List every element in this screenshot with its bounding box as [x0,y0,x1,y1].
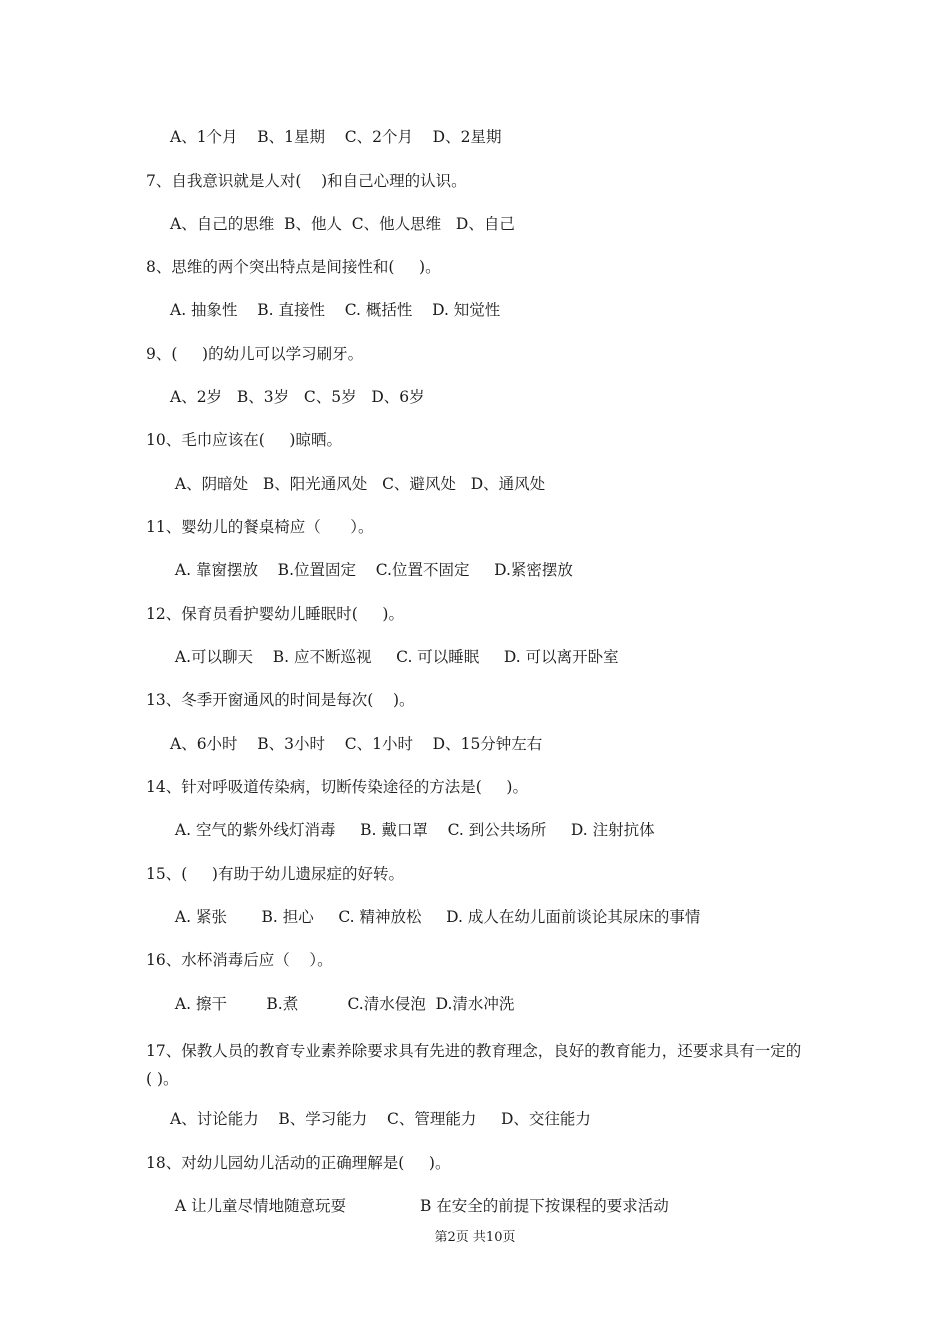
question-line: 9、( )的幼儿可以学习刷牙。 [146,345,364,363]
question-line: 15、( )有助于幼儿遗尿症的好转。 [146,865,404,883]
options-line: A. 紧张 B. 担心 C. 精神放松 D. 成人在幼儿面前谈论其尿床的事情 [170,908,701,926]
question-line: 12、保育员看护婴幼儿睡眠时( )。 [146,605,404,623]
question-line: 16、水杯消毒后应（ ）。 [146,951,333,969]
options-line: A.可以聊天 B. 应不断巡视 C. 可以睡眠 D. 可以离开卧室 [170,648,619,666]
question-line: 13、冬季开窗通风的时间是每次( )。 [146,691,415,709]
options-line: A、2岁 B、3岁 C、5岁 D、6岁 [170,388,425,406]
options-line: A、6小时 B、3小时 C、1小时 D、15分钟左右 [170,735,543,753]
question-line: 7、自我意识就是人对( )和自己心理的认识。 [146,172,467,190]
question-line: 10、毛巾应该在( )晾晒。 [146,431,342,449]
question-line: 17、保教人员的教育专业素养除要求具有先进的教育理念，良好的教育能力，还要求具有一定的( )。 [146,1042,802,1088]
question-line: 18、对幼儿园幼儿活动的正确理解是( )。 [146,1154,451,1172]
options-line: A. 抽象性 B. 直接性 C. 概括性 D. 知觉性 [170,301,501,319]
options-line: A. 空气的紫外线灯消毒 B. 戴口罩 C. 到公共场所 D. 注射抗体 [170,821,655,839]
page-footer: 第2页 共10页 [434,1230,516,1245]
options-line: A. 靠窗摆放 B.位置固定 C.位置不固定 D.紧密摆放 [170,561,573,579]
options-line: A、讨论能力 B、学习能力 C、管理能力 D、交往能力 [170,1110,591,1128]
options-line: A、1个月 B、1星期 C、2个月 D、2星期 [170,128,502,146]
options-line: A. 擦干 B.煮 C.清水侵泡 D.清水冲洗 [170,995,515,1013]
options-line: A、阴暗处 B、阳光通风处 C、避风处 D、通风处 [170,475,546,493]
question-line: 11、婴幼儿的餐桌椅应（ ）。 [146,518,374,536]
question-line: 8、思维的两个突出特点是间接性和( )。 [146,258,441,276]
options-line: A 让儿童尽情地随意玩耍 B 在安全的前提下按课程的要求活动 [170,1197,669,1215]
question-line: 14、针对呼吸道传染病，切断传染途径的方法是( )。 [146,778,528,796]
options-line: A、自己的思维 B、他人 C、他人思维 D、自己 [170,215,515,233]
